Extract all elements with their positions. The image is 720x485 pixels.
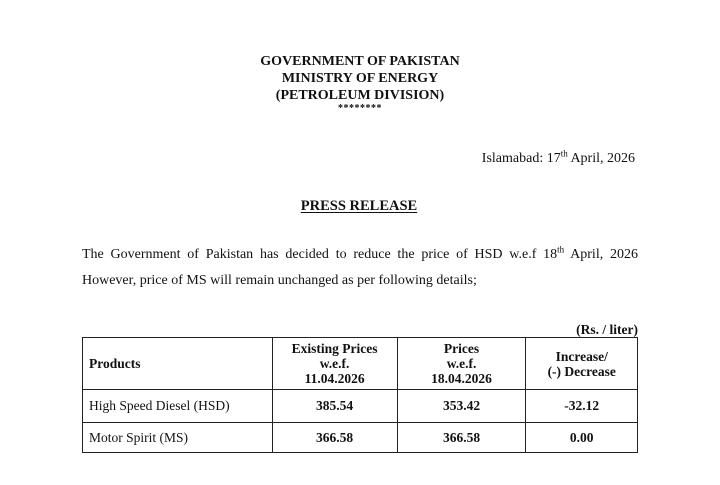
ministry-title: MINISTRY OF ENERGY bbox=[281, 71, 439, 86]
body-line1-prefix: The Government of Pakistan has decided to reduce the price of HSD w.e.f 18 bbox=[82, 247, 558, 262]
price-table bbox=[82, 337, 638, 453]
price-change: -32.12 bbox=[526, 390, 638, 423]
body-line1-suffix: April, 2026 bbox=[564, 247, 638, 262]
header-existing-prices bbox=[272, 338, 397, 390]
table-row bbox=[83, 423, 638, 453]
header-existing-line3: 11.04.2026 bbox=[304, 371, 365, 386]
product-name: High Speed Diesel (HSD) bbox=[83, 390, 273, 423]
document-title bbox=[0, 198, 718, 215]
header-products: Products bbox=[83, 338, 273, 390]
existing-price: 366.58 bbox=[272, 423, 397, 453]
body-line1-ordinal: th bbox=[557, 244, 565, 255]
header-new-prices bbox=[397, 338, 526, 390]
table-header-row bbox=[83, 338, 638, 390]
product-name: Motor Spirit (MS) bbox=[83, 423, 273, 453]
header-new-line2: w.e.f. bbox=[446, 356, 477, 371]
header-change-line1: Increase/ bbox=[555, 348, 608, 364]
header-existing-line2: w.e.f. bbox=[319, 356, 350, 371]
dateline bbox=[481, 148, 635, 167]
separator-stars: ******** bbox=[338, 103, 382, 114]
government-title: GOVERNMENT OF PAKISTAN bbox=[260, 54, 460, 69]
price-change: 0.00 bbox=[526, 423, 638, 453]
division-title: (PETROLEUM DIVISION) bbox=[275, 88, 445, 103]
header-new-line3: 18.04.2026 bbox=[431, 371, 492, 386]
body-paragraph-line-2: However, price of MS will remain unchanged as per following details; bbox=[82, 273, 477, 288]
document-title-text: PRESS RELEASE bbox=[300, 198, 418, 214]
existing-price: 385.54 bbox=[272, 390, 397, 423]
letterhead bbox=[0, 53, 720, 114]
body-paragraph-line-1 bbox=[82, 244, 638, 263]
header-new-line1: Prices bbox=[443, 341, 480, 356]
dateline-prefix: Islamabad: 17 bbox=[481, 151, 561, 166]
dateline-ordinal: th bbox=[560, 148, 568, 159]
header-change-line2: (-) Decrease bbox=[547, 363, 616, 379]
header-change bbox=[526, 338, 638, 390]
unit-label: (Rs. / liter) bbox=[576, 322, 638, 337]
new-price: 353.42 bbox=[397, 390, 526, 423]
new-price: 366.58 bbox=[397, 423, 526, 453]
table-row bbox=[83, 390, 638, 423]
header-existing-line1: Existing Prices bbox=[291, 341, 378, 356]
dateline-suffix: April, 2026 bbox=[567, 151, 635, 166]
